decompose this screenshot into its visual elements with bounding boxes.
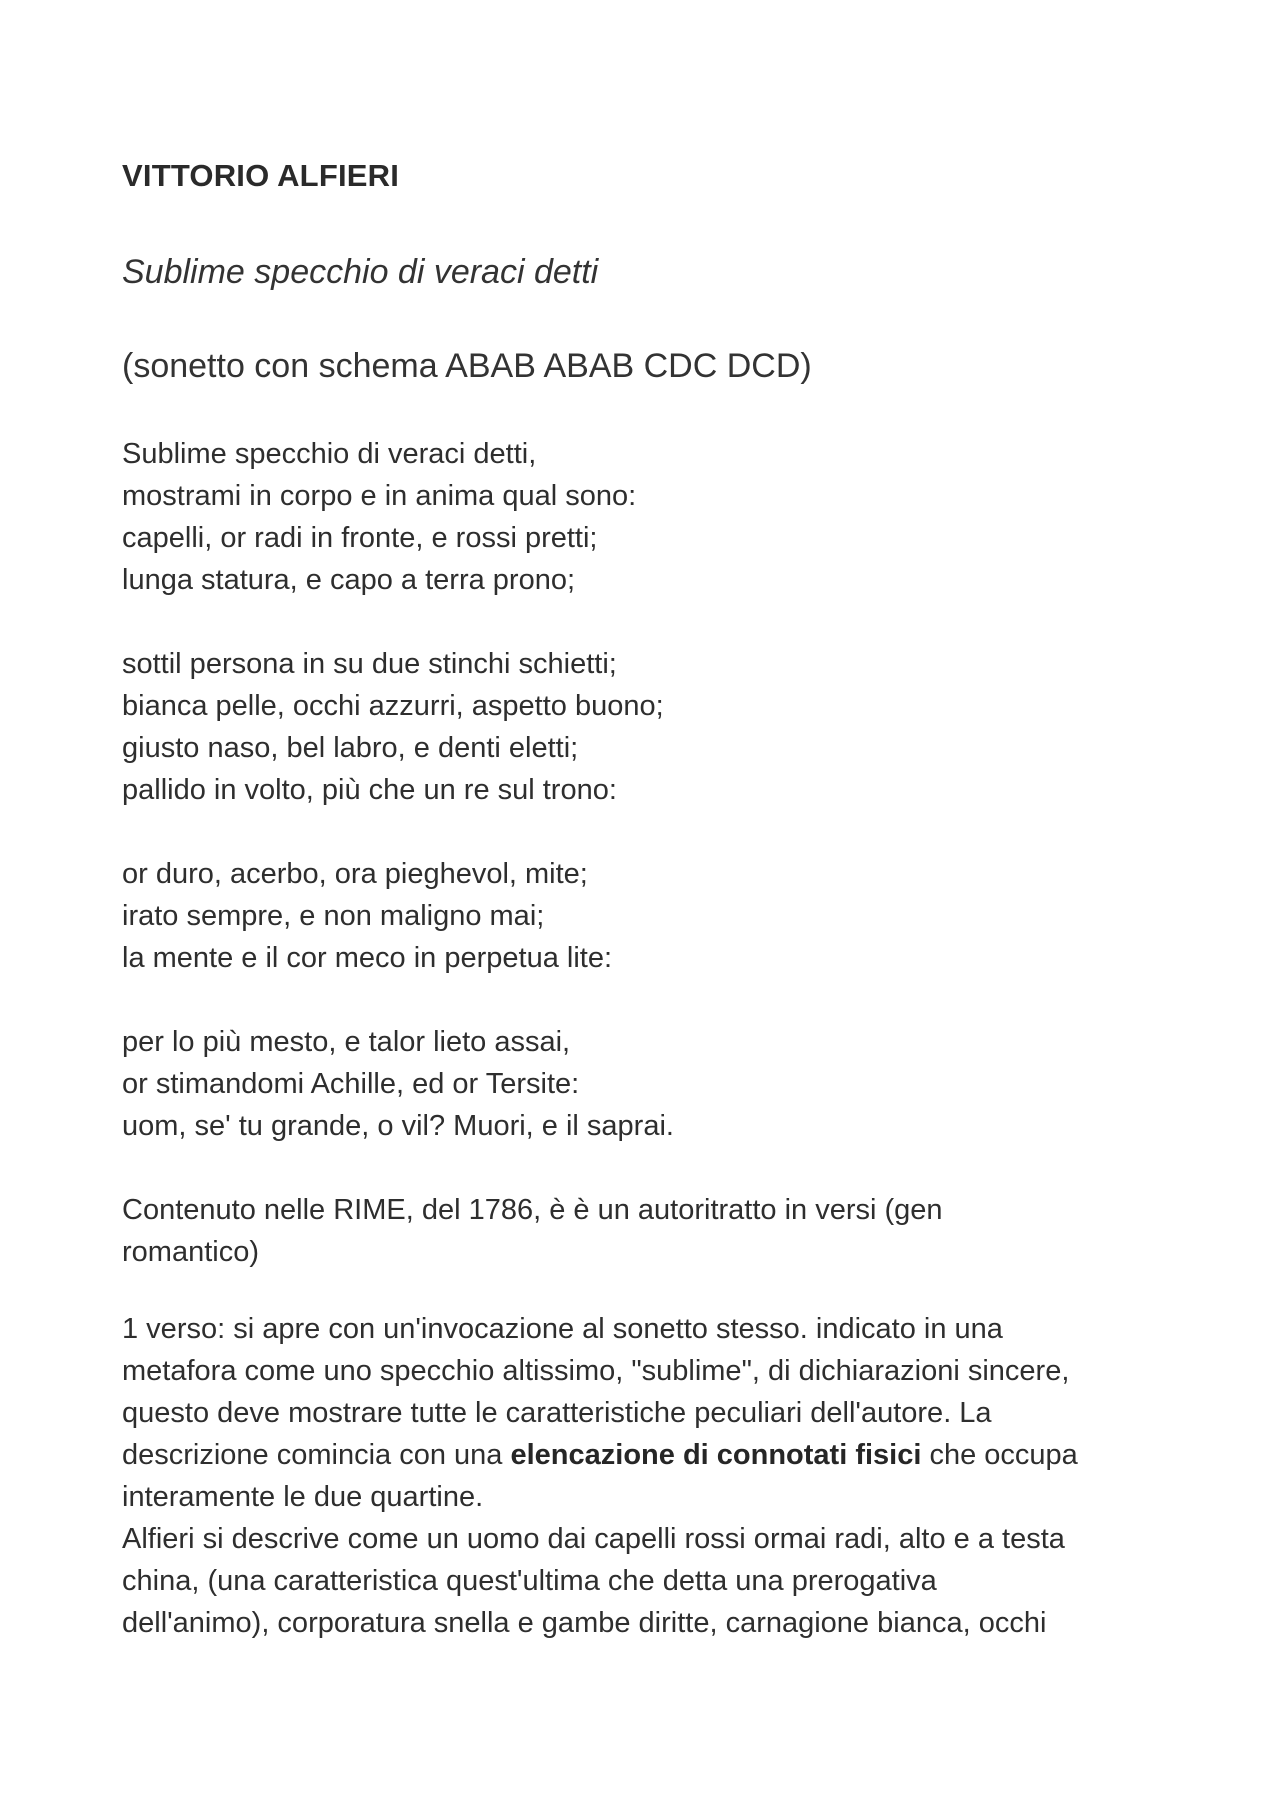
stanza-quatrain-2 (122, 643, 664, 811)
verse-line: per lo più mesto, e talor lieto assai, (122, 1026, 571, 1058)
paragraph-line: Alfieri si descrive come un uomo dai capelli rossi ormai radi, alto e a testa (122, 1523, 1065, 1555)
verse-line: sottil persona in su due stinchi schietti; (122, 648, 617, 680)
intro-paragraph (122, 1189, 1172, 1273)
verse-line: la mente e il cor meco in perpetua lite: (122, 942, 613, 974)
poem-title: Sublime specchio di veraci detti (122, 253, 599, 291)
verse-line: bianca pelle, occhi azzurri, aspetto buono; (122, 690, 664, 722)
paragraph-line: metafora come uno specchio altissimo, "sublime", di dichiarazioni sincere, (122, 1355, 1070, 1387)
paragraph-line: 1 verso: si apre con un'invocazione al sonetto stesso. indicato in una (122, 1313, 1003, 1345)
verse-line: pallido in volto, più che un re sul trono: (122, 774, 617, 806)
verse-line: uom, se' tu grande, o vil? Muori, e il saprai. (122, 1110, 674, 1142)
verse-line: or stimandomi Achille, ed or Tersite: (122, 1068, 580, 1100)
stanza-tercet-2 (122, 1021, 674, 1147)
paragraph-line: dell'animo), corporatura snella e gambe diritte, carnagione bianca, occhi (122, 1607, 1047, 1639)
verse-line: mostrami in corpo e in anima qual sono: (122, 480, 637, 512)
paragraph-line: Contenuto nelle RIME, del 1786, è è un autoritratto in versi (gen (122, 1194, 943, 1226)
paragraph-line: questo deve mostrare tutte le caratteristiche peculiari dell'autore. La (122, 1397, 992, 1429)
stanza-tercet-1 (122, 853, 612, 979)
verse-line: capelli, or radi in fronte, e rossi pretti; (122, 522, 598, 554)
verse-line: Sublime specchio di veraci detti, (122, 438, 537, 470)
verse-line: irato sempre, e non maligno mai; (122, 900, 545, 932)
paragraph-line: china, (una caratteristica quest'ultima che detta una prerogativa (122, 1565, 937, 1597)
stanza-quatrain-1 (122, 433, 636, 601)
author-heading: VITTORIO ALFIERI (122, 158, 400, 193)
paragraph-text: che occupa (921, 1439, 1078, 1471)
analysis-paragraph (122, 1308, 1172, 1644)
paragraph-line-with-emphasis (122, 1434, 1172, 1476)
paragraph-text: descrizione comincia con una (122, 1439, 511, 1471)
verse-line: giusto naso, bel labro, e denti eletti; (122, 732, 579, 764)
paragraph-line: romantico) (122, 1236, 259, 1268)
paragraph-line: interamente le due quartine. (122, 1481, 484, 1513)
verse-line: lunga statura, e capo a terra prono; (122, 564, 576, 596)
rhyme-scheme-note: (sonetto con schema ABAB ABAB CDC DCD) (122, 347, 812, 385)
verse-line: or duro, acerbo, ora pieghevol, mite; (122, 858, 588, 890)
bold-emphasis: elencazione di connotati fisici (510, 1439, 922, 1471)
